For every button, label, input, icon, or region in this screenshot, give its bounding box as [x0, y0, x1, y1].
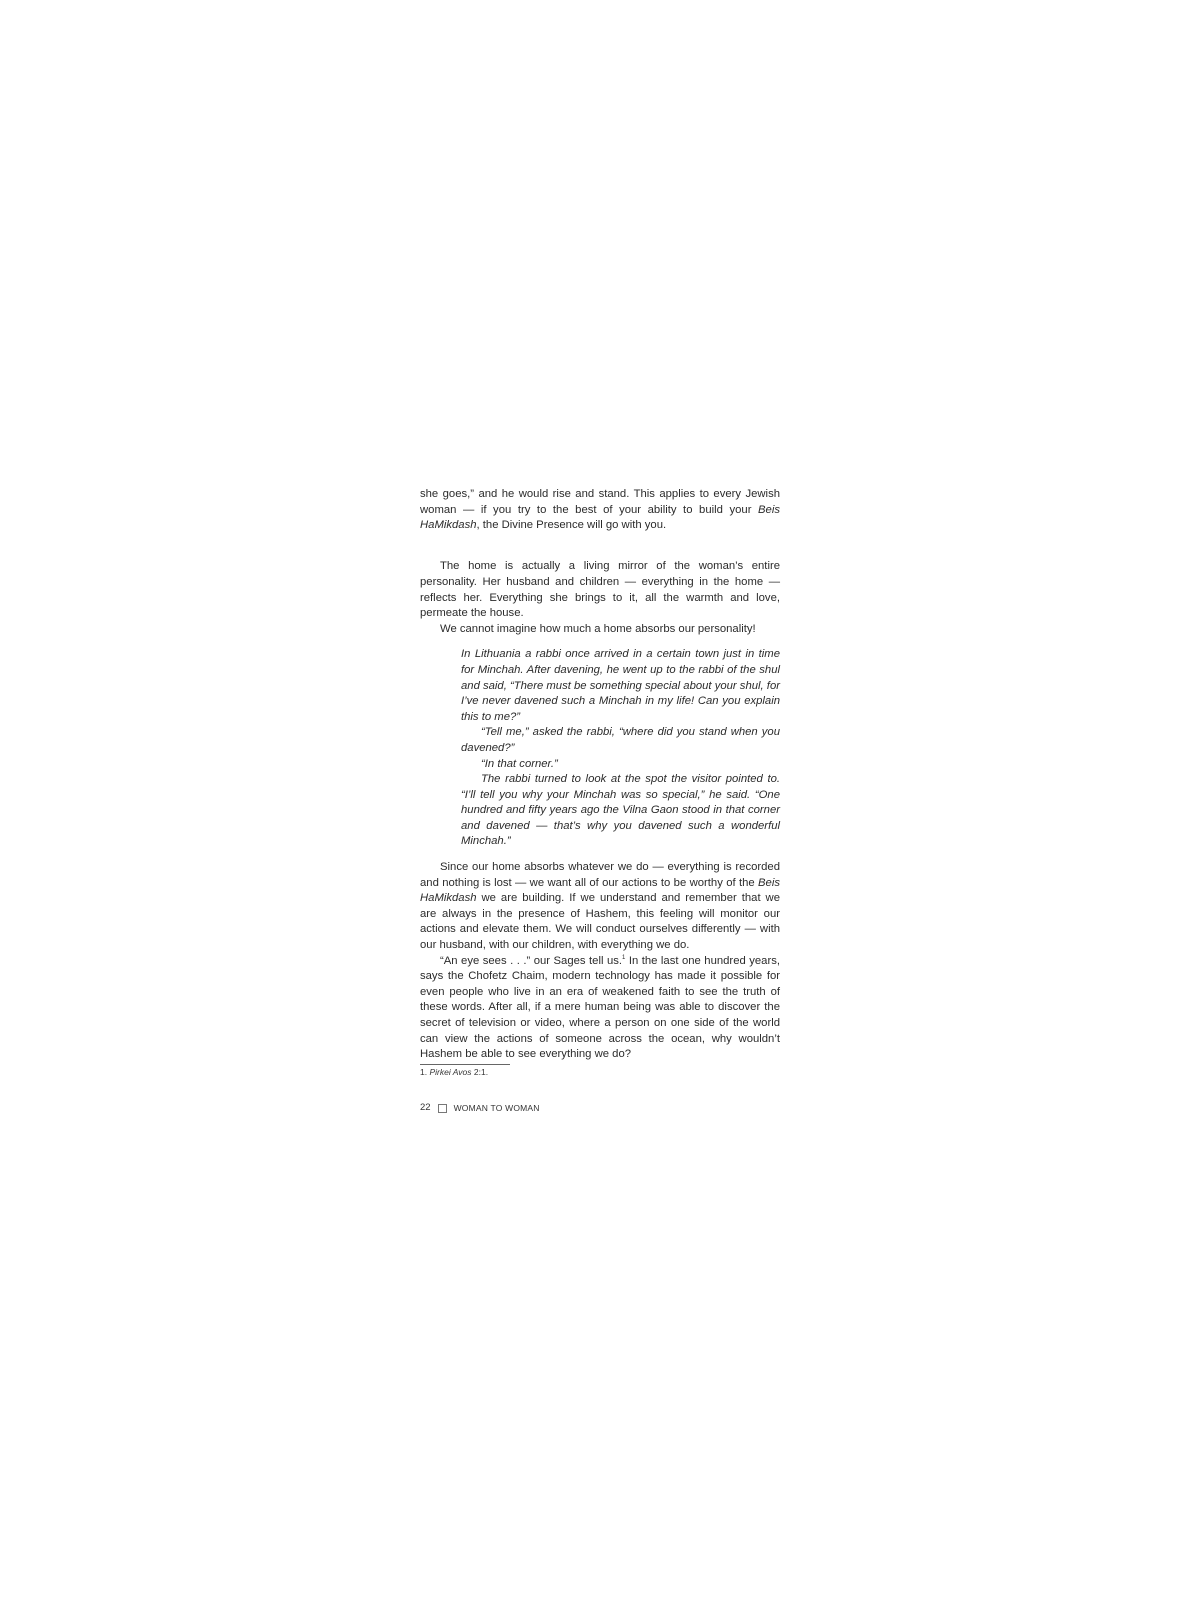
paragraph-3: We cannot imagine how much a home absorbs our personality!	[440, 622, 756, 635]
paragraph-1-text: she goes,” and he would rise and stand. This applies to every Jewish woman — if you try to the best of your ability to build your	[420, 488, 780, 516]
spacer	[420, 850, 780, 860]
footnote-divider	[420, 1064, 510, 1065]
paragraph-4-text-end: we are building. If we understand and remember that we are always in the presence of Hashem, this feeling will monitor our actions and elevate them. We will conduct ourselves differently — with our husband, with our children, with everything we do.	[420, 892, 780, 952]
page-footer	[420, 1102, 540, 1114]
story-paragraph-4: The rabbi turned to look at the spot the visitor pointed to. “I’ll tell you why your Minchah was so special,” he said. “One hundred and fifty years ago the Vilna Gaon stood in that corner and davened — that’s why you davened such a wonderful Minchah.”	[461, 773, 780, 848]
footnote-source: Pirkei Avos	[429, 1067, 472, 1077]
story-paragraph-2: “Tell me,” asked the rabbi, “where did you stand when you davened?”	[461, 726, 780, 754]
paragraph-5-text-end: In the last one hundred years, says the Chofetz Chaim, modern technology has made it possible for even people who live in an era of weakened faith to see the truth of these words. After all, if a mere human being was able to discover the secret of television or video, where a person on one side of the world can view the actions of someone across the ocean, why wouldn’t Hashem be able to see everything we do?	[420, 954, 781, 1061]
paragraph-4	[420, 860, 780, 954]
section-break	[420, 534, 780, 550]
page-number: 22	[420, 1102, 431, 1113]
paragraph-4-text: Since our home absorbs whatever we do — everything is recorded and nothing is lost — we want all of our actions to be worthy of the	[420, 861, 780, 889]
paragraph-5	[420, 954, 780, 1063]
footnote-number: 1.	[420, 1067, 428, 1077]
square-ornament-icon	[438, 1104, 447, 1113]
running-title: WOMAN TO WOMAN	[453, 1103, 540, 1113]
body-text	[420, 487, 780, 1063]
footnote-reference: 2:1.	[473, 1067, 489, 1077]
paragraph-4-italic: Beis HaMikdash	[420, 876, 780, 905]
paragraph-1-italic: Beis HaMikdash	[420, 503, 780, 532]
footnote	[420, 1067, 488, 1078]
story-paragraph-3: “In that corner.”	[481, 757, 558, 770]
paragraph-2: The home is actually a living mirror of the woman’s entire personality. Her husband and children — everything in the home — reflects her. Everything she brings to it, all the warmth and love, permeate the house.	[420, 560, 780, 620]
spacer	[420, 549, 780, 559]
paragraph-1	[420, 487, 780, 534]
spacer	[420, 637, 780, 647]
story-paragraph-1: In Lithuania a rabbi once arrived in a certain town just in time for Minchah. After davening, he went up to the rabbi of the shul and said, “There must be something special about your shul, for I’ve never davened such a Minchah in my life! Can you explain this to me?”	[461, 648, 780, 723]
paragraph-5-text: “An eye sees . . .” our Sages tell us.	[440, 954, 623, 967]
footnote-marker[interactable]: 1	[622, 954, 626, 961]
paragraph-1-text-end: , the Divine Presence will go with you.	[476, 519, 667, 532]
